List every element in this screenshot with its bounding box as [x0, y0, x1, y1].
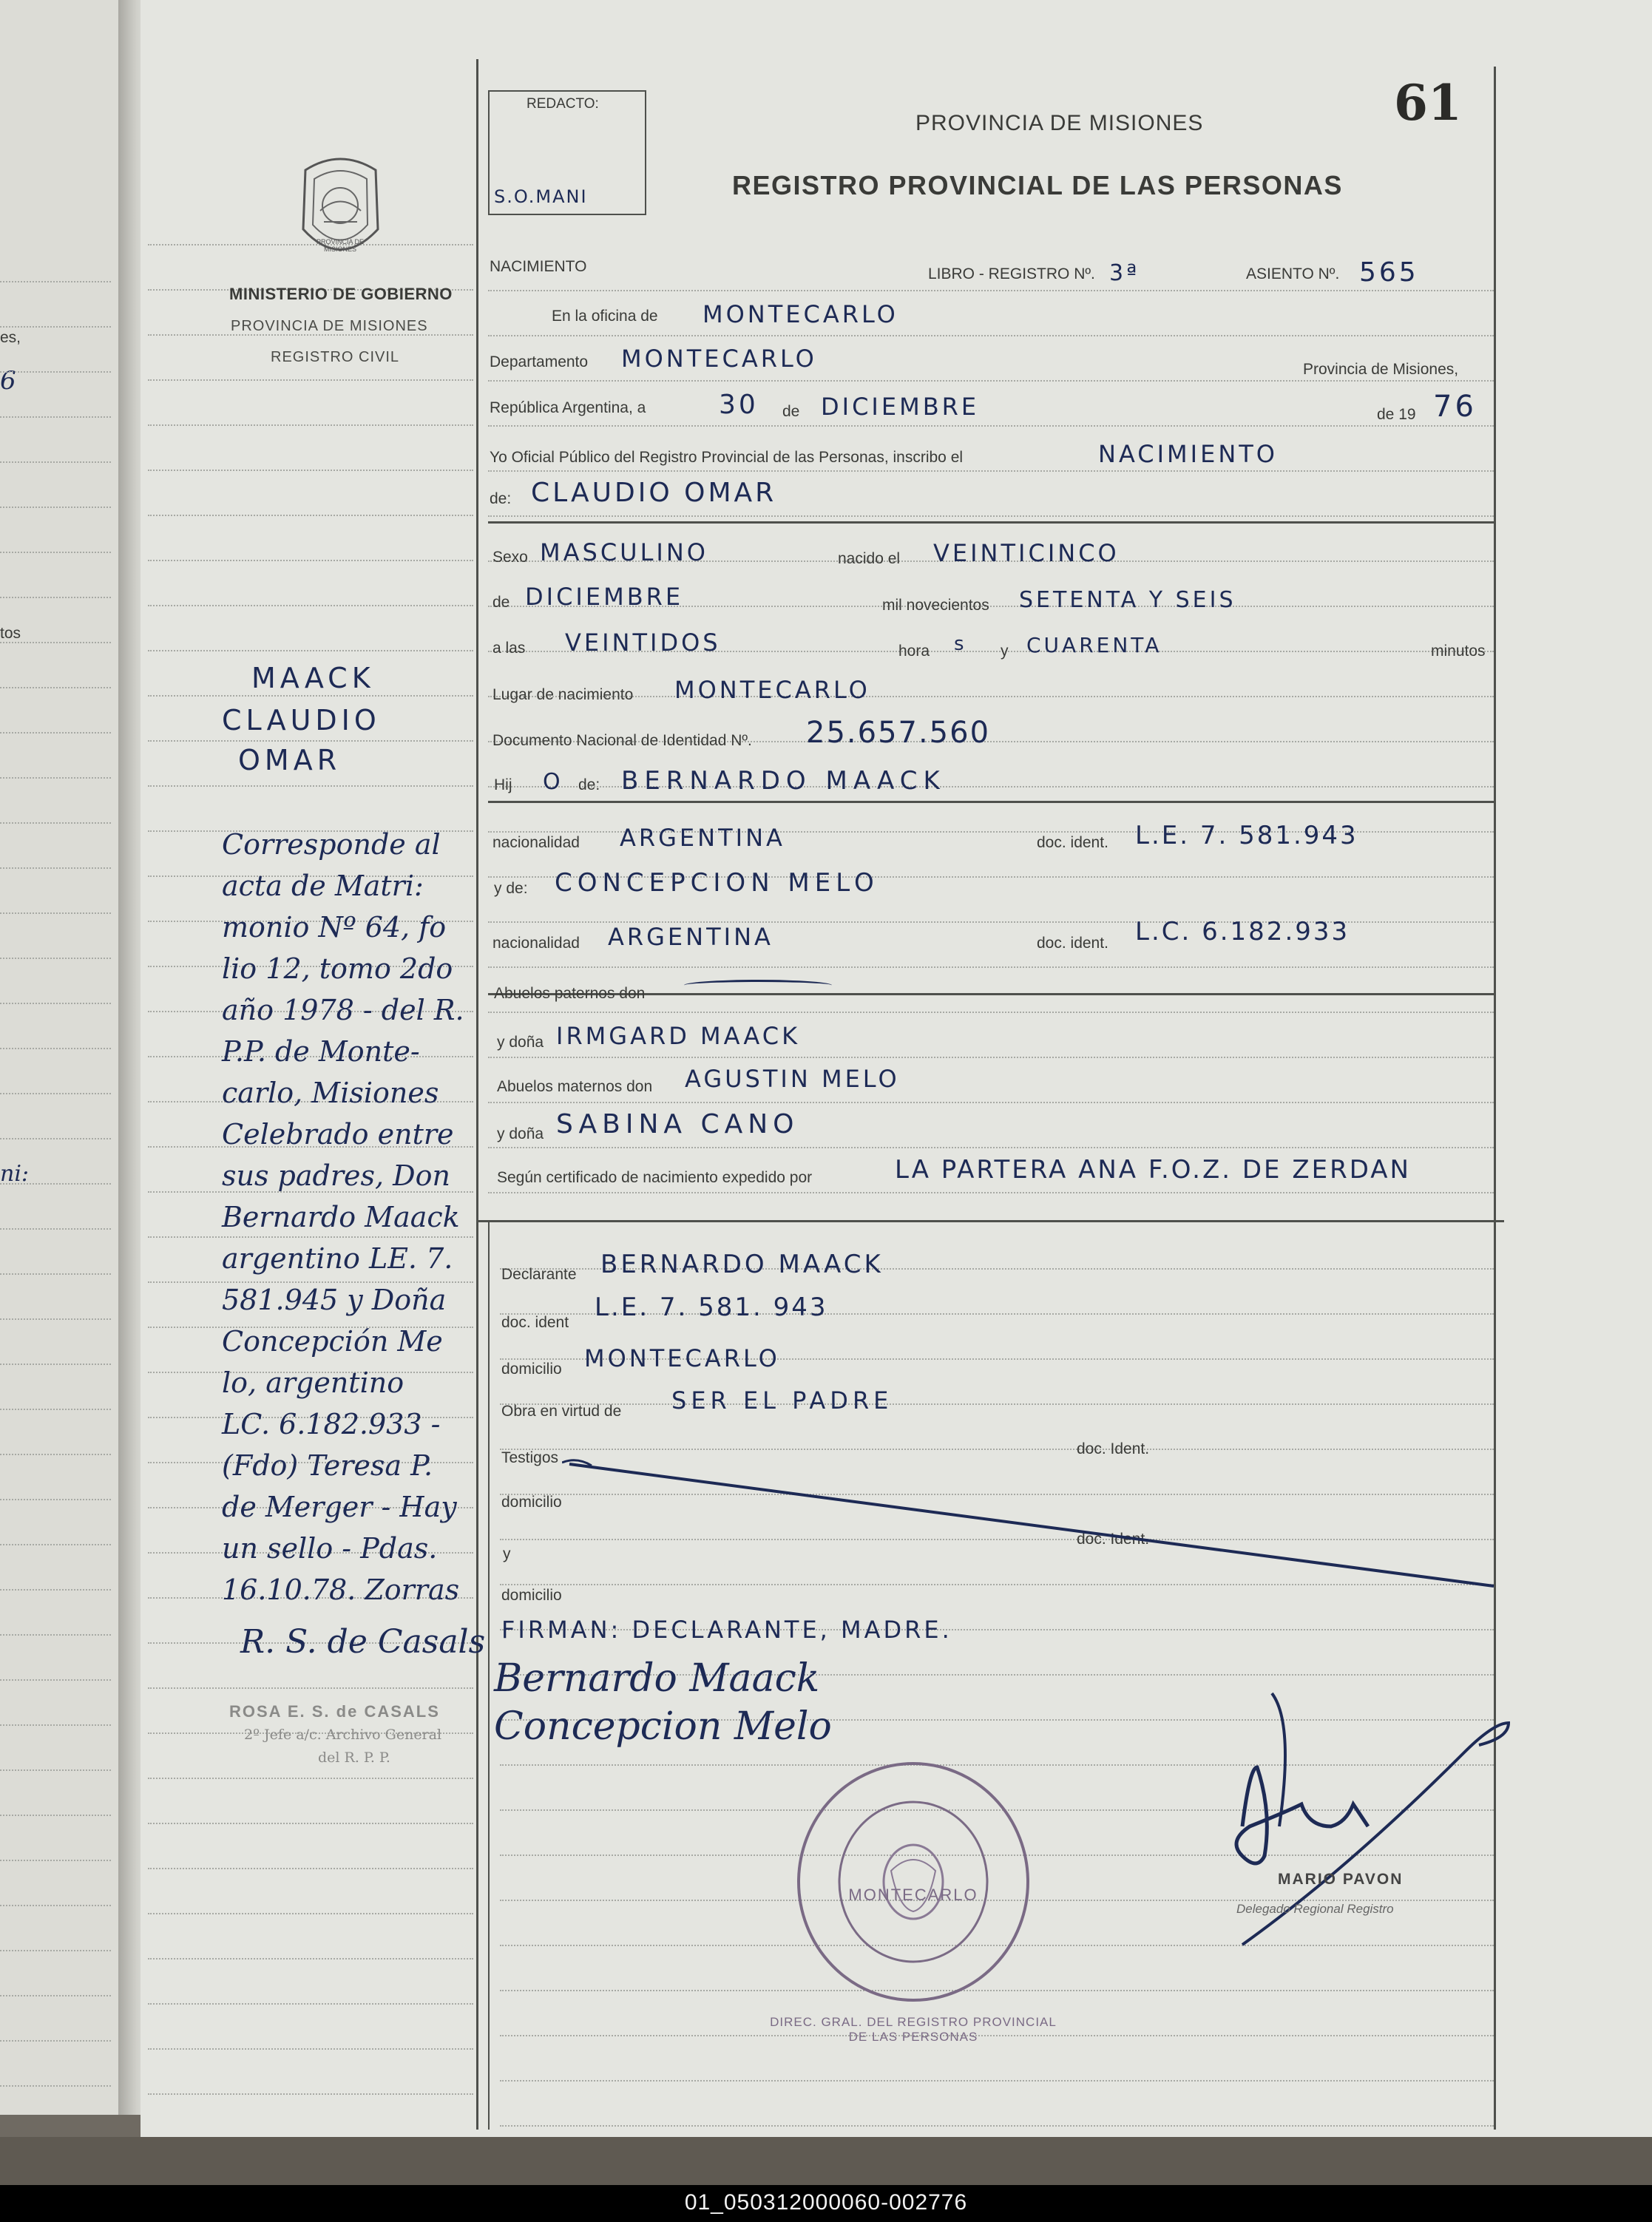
minutes-value: CUARENTA: [1026, 633, 1162, 657]
ruled-line: [0, 326, 111, 328]
hour-suffix: s: [954, 633, 967, 655]
maternal-grandmother: SABINA CANO: [556, 1109, 799, 1139]
thousand-label: mil novecientos: [882, 597, 989, 614]
at-label: a las: [492, 640, 526, 657]
ruled-line: [0, 958, 111, 959]
born-day-value: VEINTICINCO: [933, 539, 1120, 567]
ruled-line: [0, 1905, 111, 1906]
birthplace-value: MONTECARLO: [674, 676, 870, 704]
margin-note-line: sus padres, Don: [222, 1159, 450, 1192]
certificate-value: LA PARTERA ANA F.O.Z. DE ZERDAN: [895, 1155, 1411, 1185]
declarant-label: Declarante: [501, 1266, 577, 1283]
ruled-line: [148, 650, 473, 651]
ruled-line: [0, 732, 111, 734]
ruled-line: [0, 1048, 111, 1049]
ministry-civil-registry: REGISTRO CIVIL: [271, 349, 400, 365]
ruled-line: [0, 416, 111, 418]
ruled-line: [0, 1679, 111, 1681]
office-label: En la oficina de: [552, 308, 658, 325]
ruled-line: [0, 2040, 111, 2042]
ruled-line: [148, 1687, 473, 1689]
official-name: MARIO PAVON: [1278, 1871, 1404, 1888]
maternal-grandmother-label: y doña: [497, 1125, 544, 1142]
department-label: Departamento: [490, 353, 589, 370]
father-doc: L.E. 7. 581.943: [1135, 821, 1358, 850]
ruled-line: [0, 1454, 111, 1455]
registry-title: REGISTRO PROVINCIAL DE LAS PERSONAS: [732, 170, 1343, 200]
official-signature-icon: [1198, 1679, 1523, 1967]
seal-city: MONTECARLO: [848, 1886, 978, 1904]
ministry-title: MINISTERIO DE GOBIERNO: [229, 285, 453, 303]
province-title: PROVINCIA DE MISIONES: [915, 111, 1204, 135]
margin-note-line: argentino LE. 7.: [222, 1242, 453, 1275]
margin-note-line: LC. 6.182.933 -: [222, 1408, 441, 1440]
ruled-line: [148, 2003, 473, 2005]
minutes-label: minutos: [1431, 643, 1486, 660]
book-label: LIBRO - REGISTRO Nº.: [928, 265, 1095, 282]
ruled-line: [0, 1228, 111, 1230]
office-value: MONTECARLO: [703, 300, 898, 328]
official-value: NACIMIENTO: [1098, 440, 1278, 468]
sex-value: MASCULINO: [540, 538, 708, 566]
margin-note-line: de Merger - Hay: [222, 1491, 457, 1523]
entry-value: 565: [1359, 257, 1419, 288]
province-label: Provincia de Misiones,: [1303, 361, 1459, 378]
strike-mark: [684, 980, 832, 991]
margin-first-name: CLAUDIO: [222, 704, 381, 736]
ruled-line: [148, 379, 473, 381]
ruled-line: [0, 1950, 111, 1951]
ruled-line: [148, 2048, 473, 2050]
image-caption: 01_050312000060-002776: [684, 2190, 968, 2215]
witness-domicile-label: domicilio: [501, 1494, 562, 1511]
ruled-line: [488, 1147, 1494, 1148]
month-connector: de: [782, 403, 800, 420]
born-year-value: SETENTA Y SEIS: [1019, 587, 1236, 613]
paternal-grandmother: IRMGARD MAACK: [556, 1022, 801, 1050]
ruled-line: [0, 1860, 111, 1861]
ruled-line: [0, 1183, 111, 1185]
ruled-line: [148, 1823, 473, 1824]
margin-note-line: (Fdo) Teresa P.: [222, 1449, 433, 1482]
witness-and-label: y: [503, 1545, 511, 1562]
maternal-grandparents-label: Abuelos maternos don: [497, 1078, 653, 1095]
ruled-line: [148, 740, 473, 742]
left-page-fragment: ni:: [0, 1161, 30, 1187]
ruled-line: [0, 1138, 111, 1139]
ruled-line: [0, 1318, 111, 1320]
paternal-grandmother-label: y doña: [497, 1034, 544, 1051]
margin-note-line: lio 12, tomo 2do: [222, 952, 453, 985]
ruled-line: [0, 777, 111, 779]
and-of-label: y de:: [494, 880, 528, 897]
margin-surname: MAACK: [251, 662, 375, 694]
dni-value: 25.657.560: [806, 716, 991, 750]
witness-cancel-line: [562, 1449, 1501, 1597]
ruled-line: [0, 2085, 111, 2087]
entry-label: ASIENTO Nº.: [1246, 265, 1340, 282]
ruled-line: [0, 507, 111, 508]
ruled-line: [488, 425, 1494, 427]
left-page-fragment: es,: [0, 329, 21, 346]
ruled-line: [0, 1769, 111, 1771]
section-rule: [488, 801, 1495, 803]
ruled-line: [0, 1995, 111, 1996]
ruled-line: [148, 1868, 473, 1869]
hour-label: hora: [898, 643, 930, 660]
ruled-line: [148, 1281, 473, 1283]
seal-text: DIREC. GRAL. DEL REGISTRO PROVINCIAL DE LAS PERSONAS: [770, 2015, 1057, 2044]
margin-note-line: Corresponde al: [222, 828, 441, 861]
margin-column-rule: [476, 59, 478, 2130]
ruled-line: [0, 822, 111, 824]
ruled-line: [0, 642, 111, 643]
ruled-line: [500, 2080, 1494, 2082]
ruled-line: [148, 424, 473, 426]
ruled-line: [0, 281, 111, 282]
ruled-line: [148, 1236, 473, 1238]
declarant-domicile: MONTECARLO: [584, 1344, 780, 1372]
department-value: MONTECARLO: [621, 345, 817, 373]
ruled-line: [488, 1192, 1494, 1193]
ruled-line: [488, 470, 1494, 472]
ruled-line: [0, 1499, 111, 1500]
mother-nationality: ARGENTINA: [608, 923, 773, 951]
born-month-value: DICIEMBRE: [525, 583, 684, 611]
ruled-line: [148, 515, 473, 516]
born-month-label: de: [492, 594, 510, 611]
declarant-column-rule: [488, 1220, 490, 2130]
mother-doc: L.C. 6.182.933: [1135, 917, 1350, 946]
ruled-line: [488, 335, 1494, 336]
of-label: de:: [490, 490, 512, 507]
official-seal-icon: [791, 1760, 1035, 2004]
ruled-line: [0, 461, 111, 463]
mother-doc-label: doc. ident.: [1037, 935, 1108, 952]
ruled-line: [148, 605, 473, 606]
ministry-province: PROVINCIA DE MISIONES: [231, 318, 428, 334]
child-suffix: O: [543, 769, 563, 795]
ruled-line: [0, 1815, 111, 1816]
ruled-line: [0, 1589, 111, 1591]
ruled-line: [0, 1544, 111, 1545]
declarant-domicile-label: domicilio: [501, 1361, 562, 1378]
margin-note-line: 581.945 y Doña: [222, 1284, 447, 1316]
acts-value: SER EL PADRE: [671, 1386, 893, 1415]
folio-number: 61: [1394, 74, 1462, 132]
ruled-line: [0, 1364, 111, 1365]
ruled-line: [0, 1724, 111, 1726]
father-nationality-label: nacionalidad: [492, 834, 580, 851]
year-label: de 19: [1377, 406, 1416, 423]
maternal-grandfather: AGUSTIN MELO: [685, 1065, 900, 1093]
mother-nationality-label: nacionalidad: [492, 935, 580, 952]
stamp-line: 2º Jefe a/c. Archivo General: [244, 1727, 442, 1743]
margin-note-line: Celebrado entre: [222, 1118, 454, 1151]
year-value: 76: [1433, 390, 1477, 424]
ruled-line: [488, 515, 1494, 517]
margin-note-line: Bernardo Maack: [222, 1201, 460, 1233]
official-title: Delegado Regional Registro: [1236, 1902, 1394, 1916]
left-facing-page: [0, 0, 133, 2115]
ruled-line: [500, 2125, 1494, 2127]
ruled-line: [0, 1634, 111, 1636]
ruled-line: [488, 696, 1494, 697]
official-label: Yo Oficial Público del Registro Provincial de las Personas, inscribo el: [490, 449, 964, 466]
margin-note-line: 16.10.78. Zorras: [222, 1574, 460, 1606]
child-name: CLAUDIO OMAR: [531, 478, 777, 508]
margin-note-line: acta de Matri:: [222, 870, 424, 902]
signature-mother: Concepcion Melo: [494, 1704, 832, 1749]
child-label: Hij: [494, 776, 512, 793]
left-page-fragment: 6: [0, 366, 16, 396]
ruled-line: [0, 597, 111, 598]
redacto-value: S.O.MANI: [494, 186, 588, 207]
acts-label: Obra en virtud de: [501, 1403, 622, 1420]
stamp-line: del R. P. P.: [318, 1750, 390, 1766]
month-value: DICIEMBRE: [821, 393, 980, 421]
margin-middle-name: OMAR: [238, 744, 342, 776]
ruled-line: [488, 1102, 1494, 1103]
coat-of-arms-text: PROVINCIA DE MISIONES: [316, 238, 364, 253]
ruled-line: [488, 290, 1494, 291]
declarant-doc-label: doc. ident: [501, 1314, 569, 1331]
ruled-line: [0, 1273, 111, 1275]
record-type-label: NACIMIENTO: [490, 258, 587, 275]
section-rule: [488, 521, 1495, 524]
margin-note-line: año 1978 - del R.: [222, 994, 464, 1026]
declarant-name: BERNARDO MAACK: [600, 1250, 884, 1279]
book-value: 3ª: [1109, 260, 1140, 286]
child-of-label: de:: [578, 776, 600, 793]
ruled-line: [148, 2093, 473, 2095]
ruled-line: [500, 1403, 1494, 1405]
ruled-line: [0, 867, 111, 869]
stamp-line: ROSA E. S. de CASALS: [229, 1702, 440, 1721]
ruled-line: [148, 1778, 473, 1779]
born-label: nacido el: [838, 550, 901, 567]
margin-note-line: lo, argentino: [222, 1366, 404, 1399]
ruled-line: [148, 1913, 473, 1914]
witnesses-label: Testigos: [501, 1449, 559, 1466]
republic-label: República Argentina, a: [490, 399, 646, 416]
margin-signature: R. S. de Casals: [240, 1623, 486, 1661]
section-rule: [476, 1220, 1504, 1222]
ruled-line: [488, 1012, 1494, 1013]
ruled-line: [488, 380, 1494, 382]
ruled-line: [0, 1409, 111, 1410]
margin-note-line: un sello - Pdas.: [222, 1532, 438, 1565]
dni-label: Documento Nacional de Identidad Nº.: [492, 732, 752, 749]
sex-label: Sexo: [492, 549, 528, 566]
margin-note-line: Concepción Me: [222, 1325, 443, 1358]
left-page-fragment: tos: [0, 625, 21, 642]
father-doc-label: doc. ident.: [1037, 834, 1108, 851]
mother-name: CONCEPCION MELO: [555, 868, 879, 898]
signers-note: FIRMAN: DECLARANTE, MADRE.: [501, 1616, 952, 1644]
margin-note-line: P.P. de Monte-: [222, 1035, 420, 1068]
certificate-label: Según certificado de nacimiento expedido por: [497, 1169, 813, 1186]
father-name: BERNARDO MAACK: [621, 766, 946, 796]
witness2-doc-label: doc. Ident.: [1077, 1531, 1150, 1548]
ruled-line: [148, 785, 473, 787]
and-label: y: [1001, 643, 1009, 660]
witness-doc-label: doc. Ident.: [1077, 1440, 1150, 1457]
ruled-line: [0, 371, 111, 373]
ruled-line: [0, 687, 111, 688]
declarant-doc: L.E. 7. 581. 943: [595, 1293, 828, 1322]
birthplace-label: Lugar de nacimiento: [492, 686, 634, 703]
father-nationality: ARGENTINA: [620, 824, 785, 852]
ruled-line: [0, 1003, 111, 1004]
margin-note-line: monio Nº 64, fo: [222, 911, 447, 944]
signature-father: Bernardo Maack: [494, 1656, 820, 1701]
ruled-line: [148, 560, 473, 561]
witness2-domicile-label: domicilio: [501, 1587, 562, 1604]
ruled-line: [0, 1093, 111, 1094]
ruled-line: [148, 470, 473, 471]
day-value: 30: [719, 390, 759, 420]
ruled-line: [0, 552, 111, 553]
paternal-grandparents-label: Abuelos paternos don: [494, 985, 646, 1002]
ruled-line: [488, 1057, 1494, 1058]
book-edge: [0, 2137, 1652, 2185]
redacto-label: REDACTO:: [527, 96, 599, 112]
hour-value: VEINTIDOS: [565, 629, 721, 657]
ruled-line: [148, 1958, 473, 1960]
margin-note-line: carlo, Misiones: [222, 1077, 439, 1109]
ruled-line: [488, 966, 1494, 968]
ruled-line: [0, 912, 111, 914]
ruled-line: [148, 695, 473, 697]
